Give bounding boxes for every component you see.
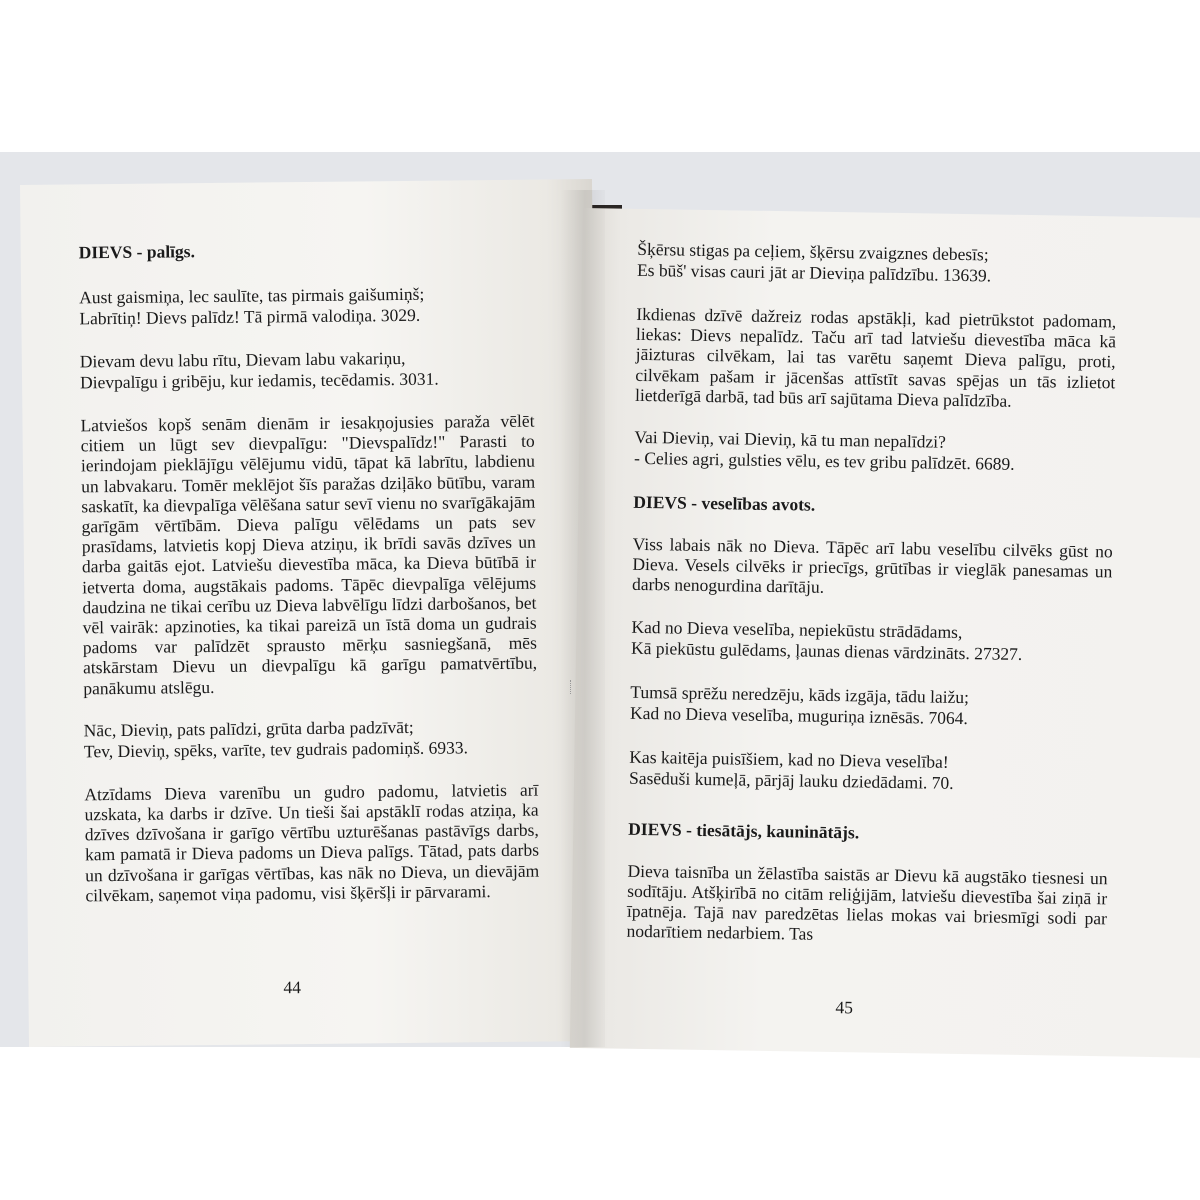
verse-line: - Celies agri, gulsties vēlu, es tev gribu palīdzēt. 6689. bbox=[633, 447, 1015, 474]
verse bbox=[634, 427, 1115, 477]
verse-line: Kas kaitēja puisīšiem, kad no Dieva veselība! bbox=[629, 746, 949, 772]
binding-stitch bbox=[570, 680, 577, 694]
paragraph: Dieva taisnība un žēlastība saistās ar Dievu kā augstāko tiesnesi un sodītāju. Atšķirībā no citām reliģijām, latviešu dievestība šai ziņā ir īpatnēja. Tajā nav paredzētas lielas mokas vai briesmīgi sodi par nodarītiem nedarbiem. Tas bbox=[626, 860, 1108, 944]
verse-line: Sasēduši kumeļā, pārjāj lauku dziedādami. 70. bbox=[628, 767, 954, 793]
left-page bbox=[20, 179, 601, 1047]
paragraph: Ikdienas dzīvē dažreiz rodas apstākļi, kad pietrūkstot padomam, liekas: Dievs nepalīdz. Taču arī tad latviešu dievestība māca kā jāizturas cilvēkam, lai tas varētu saņemt Dieva palīgu, proti, cilvēkam pašam ir jācenšas attīstīt savas spējas un tās izlietot lietderīgā darbā, tad būs arī sajūtama Dieva palīdzība. bbox=[634, 303, 1117, 411]
page-number: 44 bbox=[283, 977, 302, 998]
verse bbox=[80, 347, 534, 394]
verse bbox=[631, 616, 1112, 666]
verse-line: Tumsā sprēžu neredzēju, kāds izgāja, tādu laižu; bbox=[630, 681, 970, 707]
verse-line: Aust gaismiņa, lec saulīte, tas pirmais gaišumiņš; bbox=[79, 283, 425, 308]
verse-line: Es būš' visas cauri jāt ar Dieviņa palīdzību. 13639. bbox=[636, 259, 992, 286]
book-gutter bbox=[560, 190, 605, 1047]
verse-line: Tev, Dieviņ, spēks, varīte, tev gudrais padomiņš. 6933. bbox=[83, 737, 469, 762]
paragraph: Atzīdams Dieva varenību un gudro padomu, latvietis arī uzskata, ka darbs ir dzīve. Un tieši šai apstāklī rodas atziņa, ka dzīves dzīvošana ir garīgo vērtību uzturēšanas pastāvīgs darbs, kam pamatā ir Dieva padoms un Dieva palīgs. Tātad, pats darbs un dzīvošana ir garīgas vērtības, kas nāk no Dieva, un dievājām cilvēkam, saņemot viņa padomu, visi šķēršļi ir pārvarami. bbox=[84, 779, 540, 906]
page-number: 45 bbox=[835, 997, 854, 1018]
verse-line: Šķērsu stigas pa ceļiem, šķērsu zvaigznes debesīs; bbox=[637, 238, 989, 265]
right-page bbox=[570, 208, 1200, 1058]
paragraph: Viss labais nāk no Dieva. Tāpēc arī labu veselību cilvēks gūst no Dieva. Vesels cilvēks ir priecīgs, grūtības ir vieglāk panesamas un darbs nenogurdina darītāju. bbox=[631, 533, 1113, 598]
verse-line: Nāc, Dieviņ, pats palīdzi, grūta darba padzīvāt; bbox=[83, 716, 414, 741]
verse bbox=[84, 715, 538, 762]
paragraph: Latviešos kopš senām dienām ir iesakņojusies paraža vēlēt citiem un lūgt sev dievpalīgu: "Dievspalīdz!" Parasti to ierindojam pieklājīgu vēlējumu vidū, tāpat kā labrītu, labdienu un labvakaru. Tomēr meklējot šīs paražas dziļāko būtību, varam saskatīt, ka dievpalīga vēlēšana satur sevī vienu no svarīgākajām garīgām vērtībām. Dieva palīgu vēlēdams un pats sev prasīdams, latvietis kopj Dieva atziņu, ik brīdi savās dzīves un darba gaitās ejot. Latviešu dievestība māca, ka Dieva būtībā ir ietverta doma, augstākais padoms. Tāpēc dievpalīga vēlējums daudzina ne tikai cerību uz Dieva labvēlīgu līdzi darbošanos, bet vēl vairāk: apzinoties, ka tikai pareizā un īstā doma un gudrais padoms var palīdzēt sprausto mērķu sasniegšanā, mēs atskārstam Dievu un dievpalīgu kā garīgu pamatvērtību, panākumu atslēgu. bbox=[80, 410, 538, 699]
section-heading-helper: DIEVS - palīgs. bbox=[78, 241, 196, 263]
section-heading-judge: DIEVS - tiesātājs, kauninātājs. bbox=[628, 818, 860, 843]
verse-line: Kā piekūstu gulēdams, ļaunas dienas vārdzināts. 27327. bbox=[630, 637, 1023, 664]
verse bbox=[630, 681, 1111, 731]
section-heading-health: DIEVS - veselības avots. bbox=[633, 491, 816, 515]
verse-line: Kad no Dieva veselība, nepiekūstu strādādams, bbox=[631, 616, 963, 642]
verse bbox=[629, 746, 1110, 796]
verse-line: Dievpalīgu i gribēju, kur iedamis, tecēdamis. 3031. bbox=[79, 368, 439, 393]
verse-line: Dievam devu labu rītu, Dievam labu vakariņu, bbox=[79, 347, 406, 372]
verse-line: Kad no Dieva veselība, muguriņa iznēsās. 7064. bbox=[629, 702, 968, 728]
verse bbox=[637, 239, 1118, 289]
verse-line: Vai Dieviņ, vai Dieviņ, kā tu man nepalīdzi? bbox=[634, 426, 947, 452]
verse-line: Labrītiņ! Dievs palīdz! Tā pirmā valodiņa. 3029. bbox=[79, 304, 421, 329]
verse bbox=[79, 283, 533, 330]
